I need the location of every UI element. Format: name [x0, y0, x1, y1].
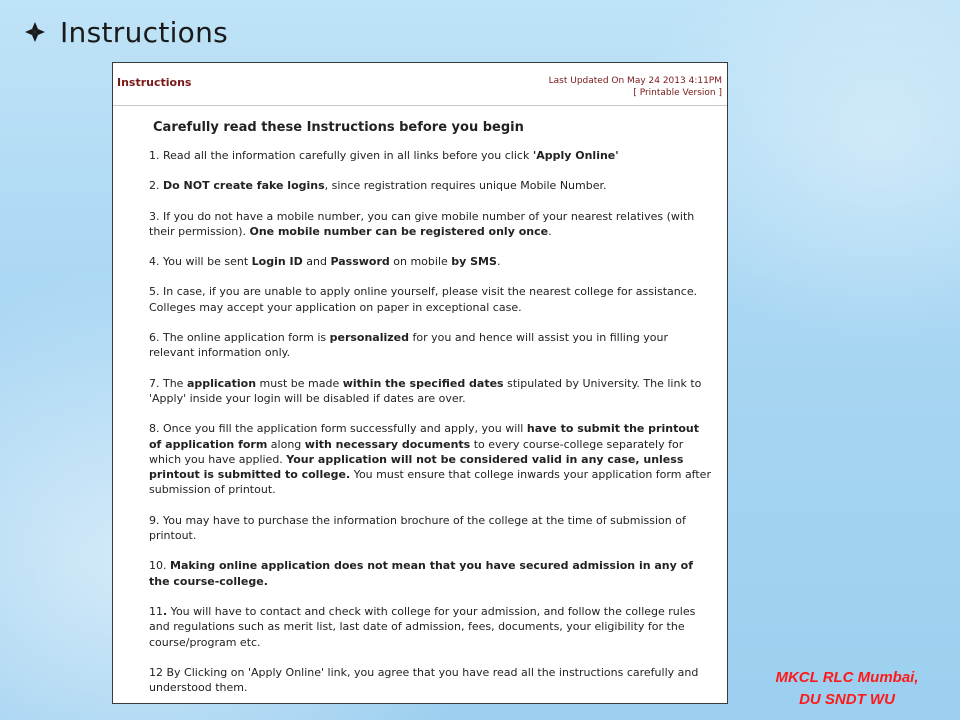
- instruction-text: 6. The online application form is: [149, 331, 330, 345]
- instruction-bold-text: .: [163, 604, 168, 618]
- instruction-bold-text: Making online application does not mean that you have secured admission in any of the course-college.: [149, 559, 693, 588]
- instruction-bold-text: personalized: [329, 331, 410, 345]
- instruction-bold-text: Your application will not be considered valid in any case, unless printout is submitted to college.: [149, 452, 684, 482]
- instruction-text: along: [267, 437, 305, 451]
- instruction-item: [149, 558, 715, 589]
- instruction-item: [149, 284, 715, 315]
- instruction-item: [149, 376, 715, 407]
- instruction-bold-text: by SMS: [451, 255, 497, 269]
- instruction-text: and: [302, 255, 331, 269]
- instruction-text: .: [548, 224, 552, 238]
- slide-title-text: Instructions: [60, 15, 229, 49]
- credit-line-1: MKCL RLC Mumbai,: [775, 669, 919, 686]
- instruction-text: 1. Read all the information carefully given in all links before you click: [149, 149, 533, 162]
- instruction-text: 5. In case, if you are unable to apply online yourself, please visit the nearest college for assistance. Colleges may accept your application on paper in exceptional case.: [149, 285, 698, 314]
- instruction-item: [149, 254, 715, 269]
- instruction-bold-text: with necessary documents: [304, 437, 471, 451]
- instructions-list: [149, 148, 715, 695]
- instructions-screenshot: [112, 62, 728, 704]
- instruction-item: [149, 665, 715, 696]
- instruction-item: [149, 421, 715, 497]
- instruction-bold-text: Password: [330, 255, 390, 269]
- instruction-bold-text: application: [186, 376, 257, 390]
- instruction-text: 7. The: [149, 376, 187, 390]
- last-updated-text: Last Updated On May 24 2013 4:11PM: [548, 76, 722, 86]
- instruction-item: [149, 178, 715, 193]
- panel-header: [113, 63, 727, 106]
- panel-title: Instructions: [117, 76, 192, 89]
- instruction-item: [149, 148, 715, 163]
- credit-line-2: DU SNDT WU: [799, 691, 895, 708]
- instruction-text: 10.: [149, 559, 170, 573]
- instruction-text: .: [496, 255, 501, 269]
- instruction-bold-text: have to submit the printout of application form: [149, 422, 699, 451]
- slide-title: [24, 12, 228, 52]
- instruction-bold-text: within the specified dates: [342, 376, 504, 390]
- instruction-text: 3. If you do not have a mobile number, you can give mobile number of your nearest relatives (with their permission).: [149, 209, 695, 238]
- instruction-bold-text: One mobile number can be registered only once: [249, 224, 549, 238]
- instruction-text: 9. You may have to purchase the information brochure of the college at the time of submission of printout.: [149, 513, 686, 543]
- instruction-item: [149, 209, 715, 240]
- instruction-item: [149, 330, 715, 361]
- instruction-text: stipulated by University. The link to 'Apply' inside your login will be disabled if dates are over.: [149, 376, 702, 405]
- panel-body: [149, 120, 715, 704]
- instruction-text: to every course-college separately for which you have applied.: [149, 437, 684, 466]
- instruction-text: 8. Once you fill the application form successfully and apply, you will: [149, 422, 527, 436]
- instruction-text: 4. You will be sent: [149, 255, 252, 269]
- instruction-bold-text: Do NOT create fake logins: [163, 179, 325, 193]
- credit-text: [752, 667, 942, 711]
- panel-meta: [549, 75, 722, 99]
- instructions-heading: Carefully read these Instructions before you begin: [153, 120, 524, 135]
- instruction-item: [149, 513, 715, 544]
- instruction-text: on mobile: [389, 255, 452, 269]
- instruction-text: , since registration requires unique Mobile Number.: [324, 179, 607, 193]
- diamond-four-petal-icon: [24, 21, 46, 43]
- instruction-text: You must ensure that college inwards your application form after submission of printout.: [149, 468, 711, 497]
- instruction-text: 11: [149, 604, 163, 618]
- instruction-item: [149, 604, 715, 650]
- printable-version-link[interactable]: [ Printable Version ]: [633, 88, 722, 98]
- instruction-text: must be made: [256, 376, 343, 390]
- instruction-text: You will have to contact and check with college for your admission, and follow the college rules and regulations such as merit list, last date of admission, fees, documents, your eligibility for the course/program etc.: [149, 604, 696, 649]
- instruction-text: for you and hence will assist you in filling your relevant information only.: [149, 331, 669, 360]
- instruction-bold-text: 'Apply Online': [532, 149, 619, 162]
- instruction-text: 2.: [149, 179, 163, 193]
- instruction-text: 12 By Clicking on 'Apply Online' link, you agree that you have read all the instructions carefully and understood them.: [149, 665, 699, 695]
- instruction-bold-text: Login ID: [251, 255, 303, 269]
